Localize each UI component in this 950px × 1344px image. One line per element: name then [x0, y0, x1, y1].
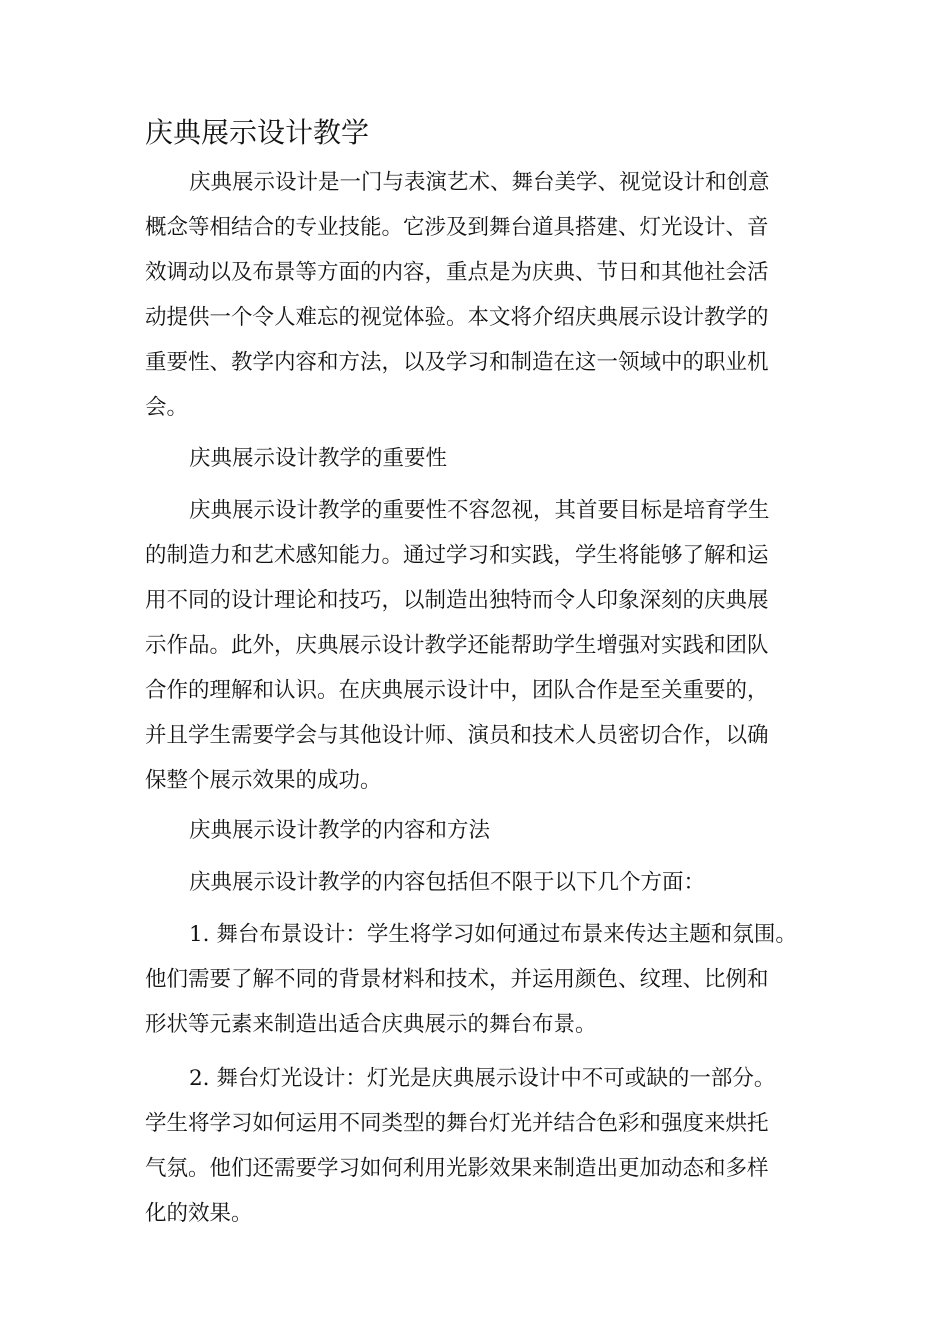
importance-line: 的制造力和艺术感知能力。通过学习和实践，学生将能够了解和运: [145, 543, 769, 568]
section-heading-content: 庆典展示设计教学的内容和方法: [189, 818, 491, 843]
list-item-line: 化的效果。: [145, 1201, 253, 1226]
document-title: 庆典展示设计教学: [145, 116, 370, 149]
list-item-line: 学生将学习如何运用不同类型的舞台灯光并结合色彩和强度来烘托: [145, 1111, 769, 1136]
intro-line: 概念等相结合的专业技能。它涉及到舞台道具搭建、灯光设计、音: [145, 215, 769, 240]
content-intro: 庆典展示设计教学的内容包括但不限于以下几个方面：: [189, 870, 706, 895]
list-item-line: 气氛。他们还需要学习如何利用光影效果来制造出更加动态和多样: [145, 1156, 769, 1181]
intro-line: 庆典展示设计是一门与表演艺术、舞台美学、视觉设计和创意: [189, 170, 770, 195]
list-item-line: 2. 舞台灯光设计：灯光是庆典展示设计中不可或缺的一部分。: [189, 1066, 776, 1091]
importance-line: 并且学生需要学会与其他设计师、演员和技术人员密切合作，以确: [145, 723, 769, 748]
intro-line: 会。: [145, 395, 189, 420]
intro-line: 重要性、教学内容和方法，以及学习和制造在这一领域中的职业机: [145, 350, 769, 375]
importance-line: 保整个展示效果的成功。: [145, 768, 382, 793]
importance-line: 庆典展示设计教学的重要性不容忽视，其首要目标是培育学生: [189, 498, 770, 523]
intro-line: 效调动以及布景等方面的内容，重点是为庆典、节日和其他社会活: [145, 260, 769, 285]
importance-line: 用不同的设计理论和技巧，以制造出独特而令人印象深刻的庆典展: [145, 588, 769, 613]
list-item-line: 1. 舞台布景设计：学生将学习如何通过布景来传达主题和氛围。: [189, 922, 797, 947]
list-item-line: 他们需要了解不同的背景材料和技术，并运用颜色、纹理、比例和: [145, 967, 769, 992]
importance-line: 合作的理解和认识。在庆典展示设计中，团队合作是至关重要的，: [145, 678, 769, 703]
section-heading-importance: 庆典展示设计教学的重要性: [189, 446, 448, 471]
list-item-line: 形状等元素来制造出适合庆典展示的舞台布景。: [145, 1012, 597, 1037]
intro-line: 动提供一个令人难忘的视觉体验。本文将介绍庆典展示设计教学的: [145, 305, 769, 330]
importance-line: 示作品。此外，庆典展示设计教学还能帮助学生增强对实践和团队: [145, 633, 769, 658]
